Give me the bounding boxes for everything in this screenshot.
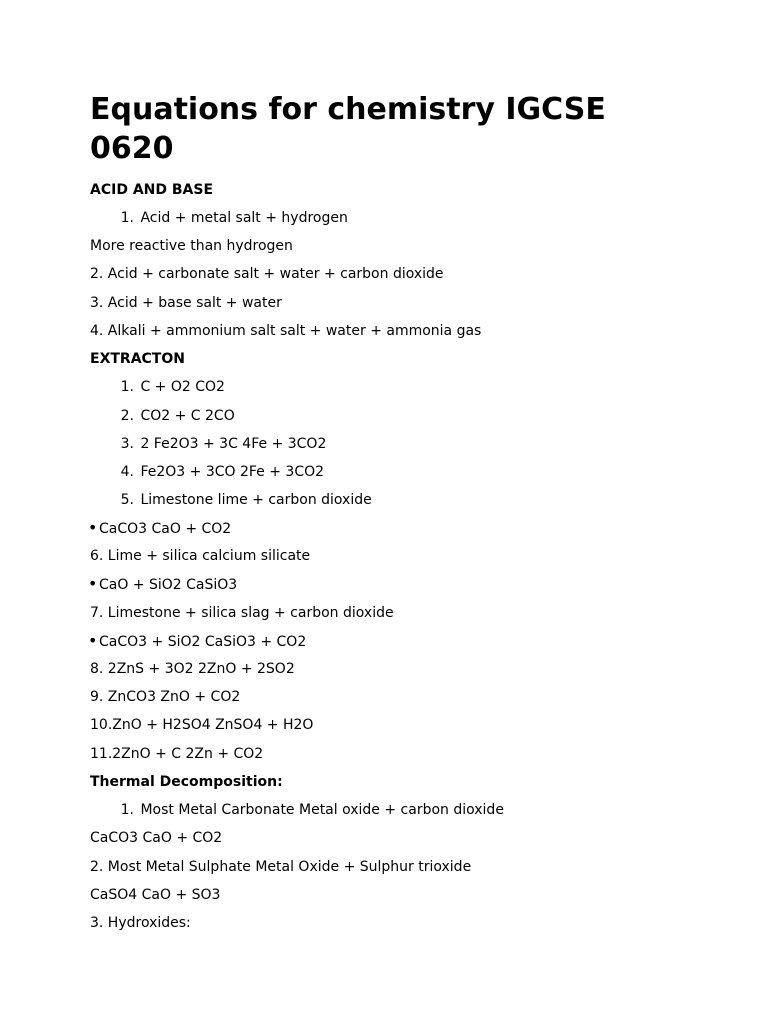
bullet-icon: •: [88, 631, 98, 650]
paragraph: 2. Acid + carbonate salt + water + carbon dioxide: [90, 266, 444, 282]
paragraph: 3. Hydroxides:: [90, 915, 191, 931]
list-number: 4.: [120, 464, 134, 480]
bullet-text: CaCO3 + SiO2 CaSiO3 + CO2: [99, 634, 307, 650]
bullet-icon: •: [88, 518, 98, 537]
paragraph: CaCO3 CaO + CO2: [90, 830, 223, 846]
paragraph: 8. 2ZnS + 3O2 2ZnO + 2SO2: [90, 661, 295, 677]
bullet-item: [88, 519, 231, 538]
list-text: Limestone lime + carbon dioxide: [140, 492, 372, 508]
list-item: [112, 801, 504, 819]
paragraph: 6. Lime + silica calcium silicate: [90, 548, 311, 564]
list-item: [112, 209, 348, 227]
bullet-item: [88, 632, 306, 651]
list-item: [112, 378, 225, 396]
section-heading-acid-base: ACID AND BASE: [90, 182, 214, 198]
paragraph: 3. Acid + base salt + water: [90, 295, 282, 311]
list-number: 1.: [120, 210, 134, 226]
paragraph: 2. Most Metal Sulphate Metal Oxide + Sulphur trioxide: [90, 859, 472, 875]
list-item: [112, 491, 372, 509]
list-number: 5.: [120, 492, 134, 508]
paragraph: 9. ZnCO3 ZnO + CO2: [90, 689, 241, 705]
bullet-text: CaO + SiO2 CaSiO3: [99, 577, 238, 593]
list-text: Most Metal Carbonate Metal oxide + carbon dioxide: [140, 802, 504, 818]
list-number: 1.: [120, 802, 134, 818]
section-heading-thermal: Thermal Decomposition:: [90, 774, 283, 790]
list-text: Acid + metal salt + hydrogen: [140, 210, 348, 226]
paragraph: More reactive than hydrogen: [90, 238, 293, 254]
paragraph: 11.2ZnO + C 2Zn + CO2: [90, 746, 264, 762]
bullet-item: [88, 575, 237, 594]
document-title: Equations for chemistry IGCSE 0620: [90, 92, 606, 166]
list-text: C + O2 CO2: [140, 379, 225, 395]
paragraph: 4. Alkali + ammonium salt salt + water + ammonia gas: [90, 323, 482, 339]
paragraph: 10.ZnO + H2SO4 ZnSO4 + H2O: [90, 717, 314, 733]
list-number: 2.: [120, 408, 134, 424]
list-item: [112, 435, 326, 453]
list-number: 3.: [120, 436, 134, 452]
paragraph: CaSO4 CaO + SO3: [90, 887, 221, 903]
list-number: 1.: [120, 379, 134, 395]
section-heading-extraction: EXTRACTON: [90, 351, 185, 367]
list-text: 2 Fe2O3 + 3C 4Fe + 3CO2: [140, 436, 327, 452]
list-item: [112, 463, 324, 481]
list-item: [112, 407, 235, 425]
bullet-text: CaCO3 CaO + CO2: [99, 521, 232, 537]
list-text: CO2 + C 2CO: [140, 408, 235, 424]
bullet-icon: •: [88, 574, 98, 593]
paragraph: 7. Limestone + silica slag + carbon dioxide: [90, 605, 394, 621]
list-text: Fe2O3 + 3CO 2Fe + 3CO2: [140, 464, 325, 480]
